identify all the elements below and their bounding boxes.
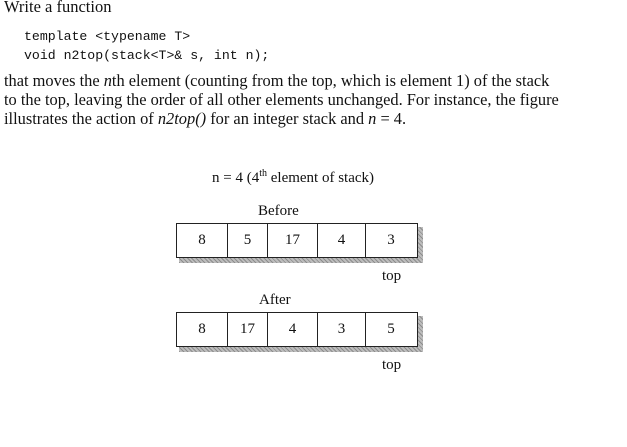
before-stack-cell: 5 (228, 224, 268, 257)
before-stack-cells (176, 223, 418, 258)
after-stack-cells (176, 312, 418, 347)
before-stack-cell: 4 (318, 224, 366, 257)
description-paragraph (4, 71, 626, 128)
after-stack-cell: 3 (318, 313, 366, 346)
intro-heading: Write a function (4, 0, 112, 16)
after-stack-cell: 4 (268, 313, 318, 346)
after-stack-cell: 5 (387, 321, 395, 337)
code-line-template: template <typename T> (24, 29, 191, 44)
before-stack (176, 223, 418, 258)
description-line-1: that moves the nth element (counting from the top, which is element 1) of the stack (4, 71, 550, 90)
code-line-signature: void n2top(stack<T>& s, int n); (24, 48, 270, 63)
after-stack-cell: 17 (228, 313, 268, 346)
before-stack-cell: 8 (177, 224, 228, 257)
after-stack-cell: 8 (177, 313, 228, 346)
figure-caption: n = 4 (4th element of stack) (212, 168, 375, 186)
before-stack-cell: 17 (268, 224, 318, 257)
before-label: Before (258, 203, 299, 219)
after-top-label: top (382, 357, 402, 373)
after-stack (176, 312, 418, 347)
before-top-label: top (382, 268, 402, 284)
description-line-2: to the top, leaving the order of all other elements unchanged. For instance, the figure (4, 90, 559, 109)
before-stack-cell: 3 (387, 232, 395, 248)
after-label: After (259, 292, 291, 308)
description-line-3: illustrates the action of n2top() for an integer stack and n = 4. (4, 109, 407, 128)
